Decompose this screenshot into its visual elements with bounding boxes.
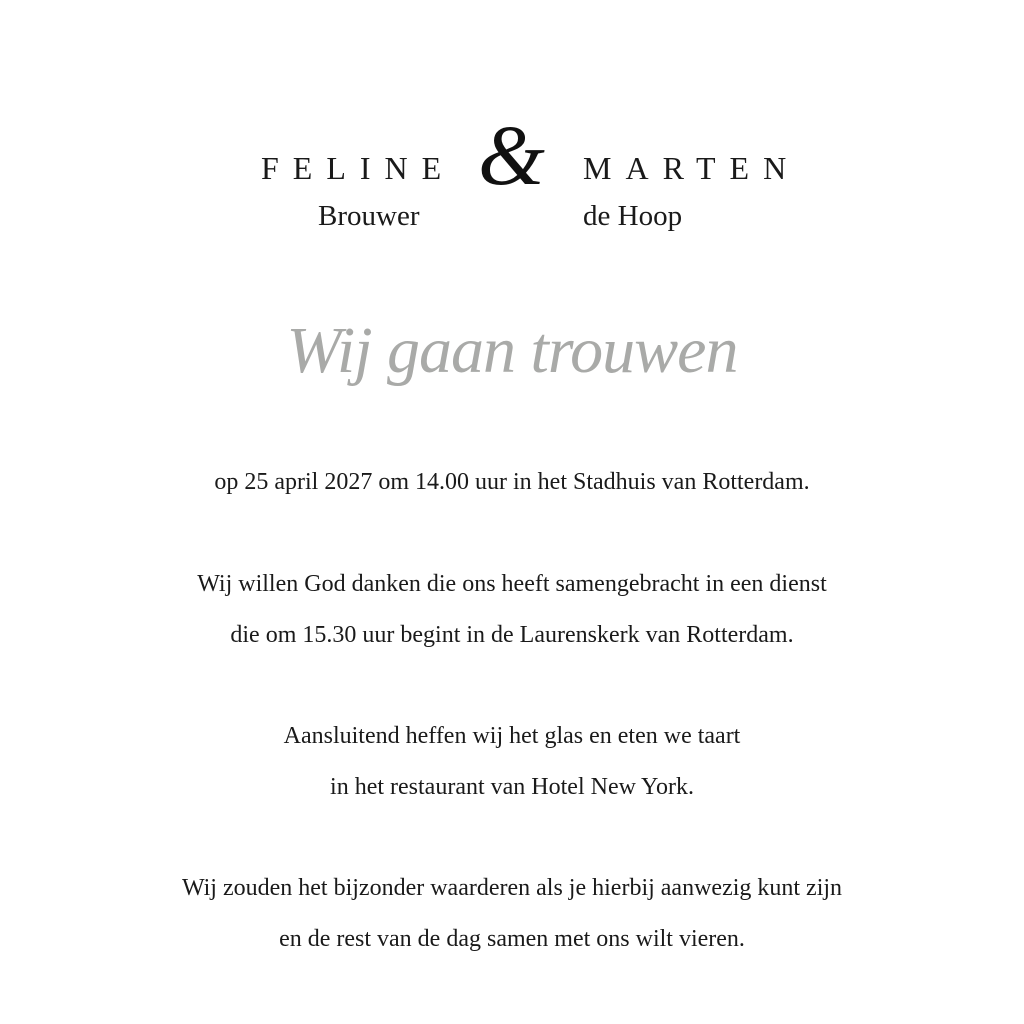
closing-text-1: Wij zouden het bijzonder waarderen als je hierbij aanwezig kunt zijn — [181, 875, 843, 901]
script-title: Wij gaan trouwen — [286, 314, 738, 387]
ampersand: & — [478, 107, 545, 203]
closing-text-2: en de rest van de dag samen met ons wilt vieren. — [279, 926, 745, 952]
bride-last-name: Brouwer — [318, 200, 420, 232]
bride-first-name: FELINE — [261, 150, 456, 186]
service-text-2: die om 15.30 uur begint in de Laurenskerk van Rotterdam. — [230, 622, 794, 648]
reception-text-2: in het restaurant van Hotel New York. — [330, 774, 694, 800]
service-text-1: Wij willen God danken die ons heeft samengebracht in een dienst — [197, 571, 827, 597]
groom-first-name: MARTEN — [583, 150, 801, 186]
ceremony-text: op 25 april 2027 om 14.00 uur in het Stadhuis van Rotterdam. — [214, 469, 810, 495]
groom-last-name: de Hoop — [583, 200, 683, 232]
reception-text-1: Aansluitend heffen wij het glas en eten we taart — [283, 723, 741, 749]
